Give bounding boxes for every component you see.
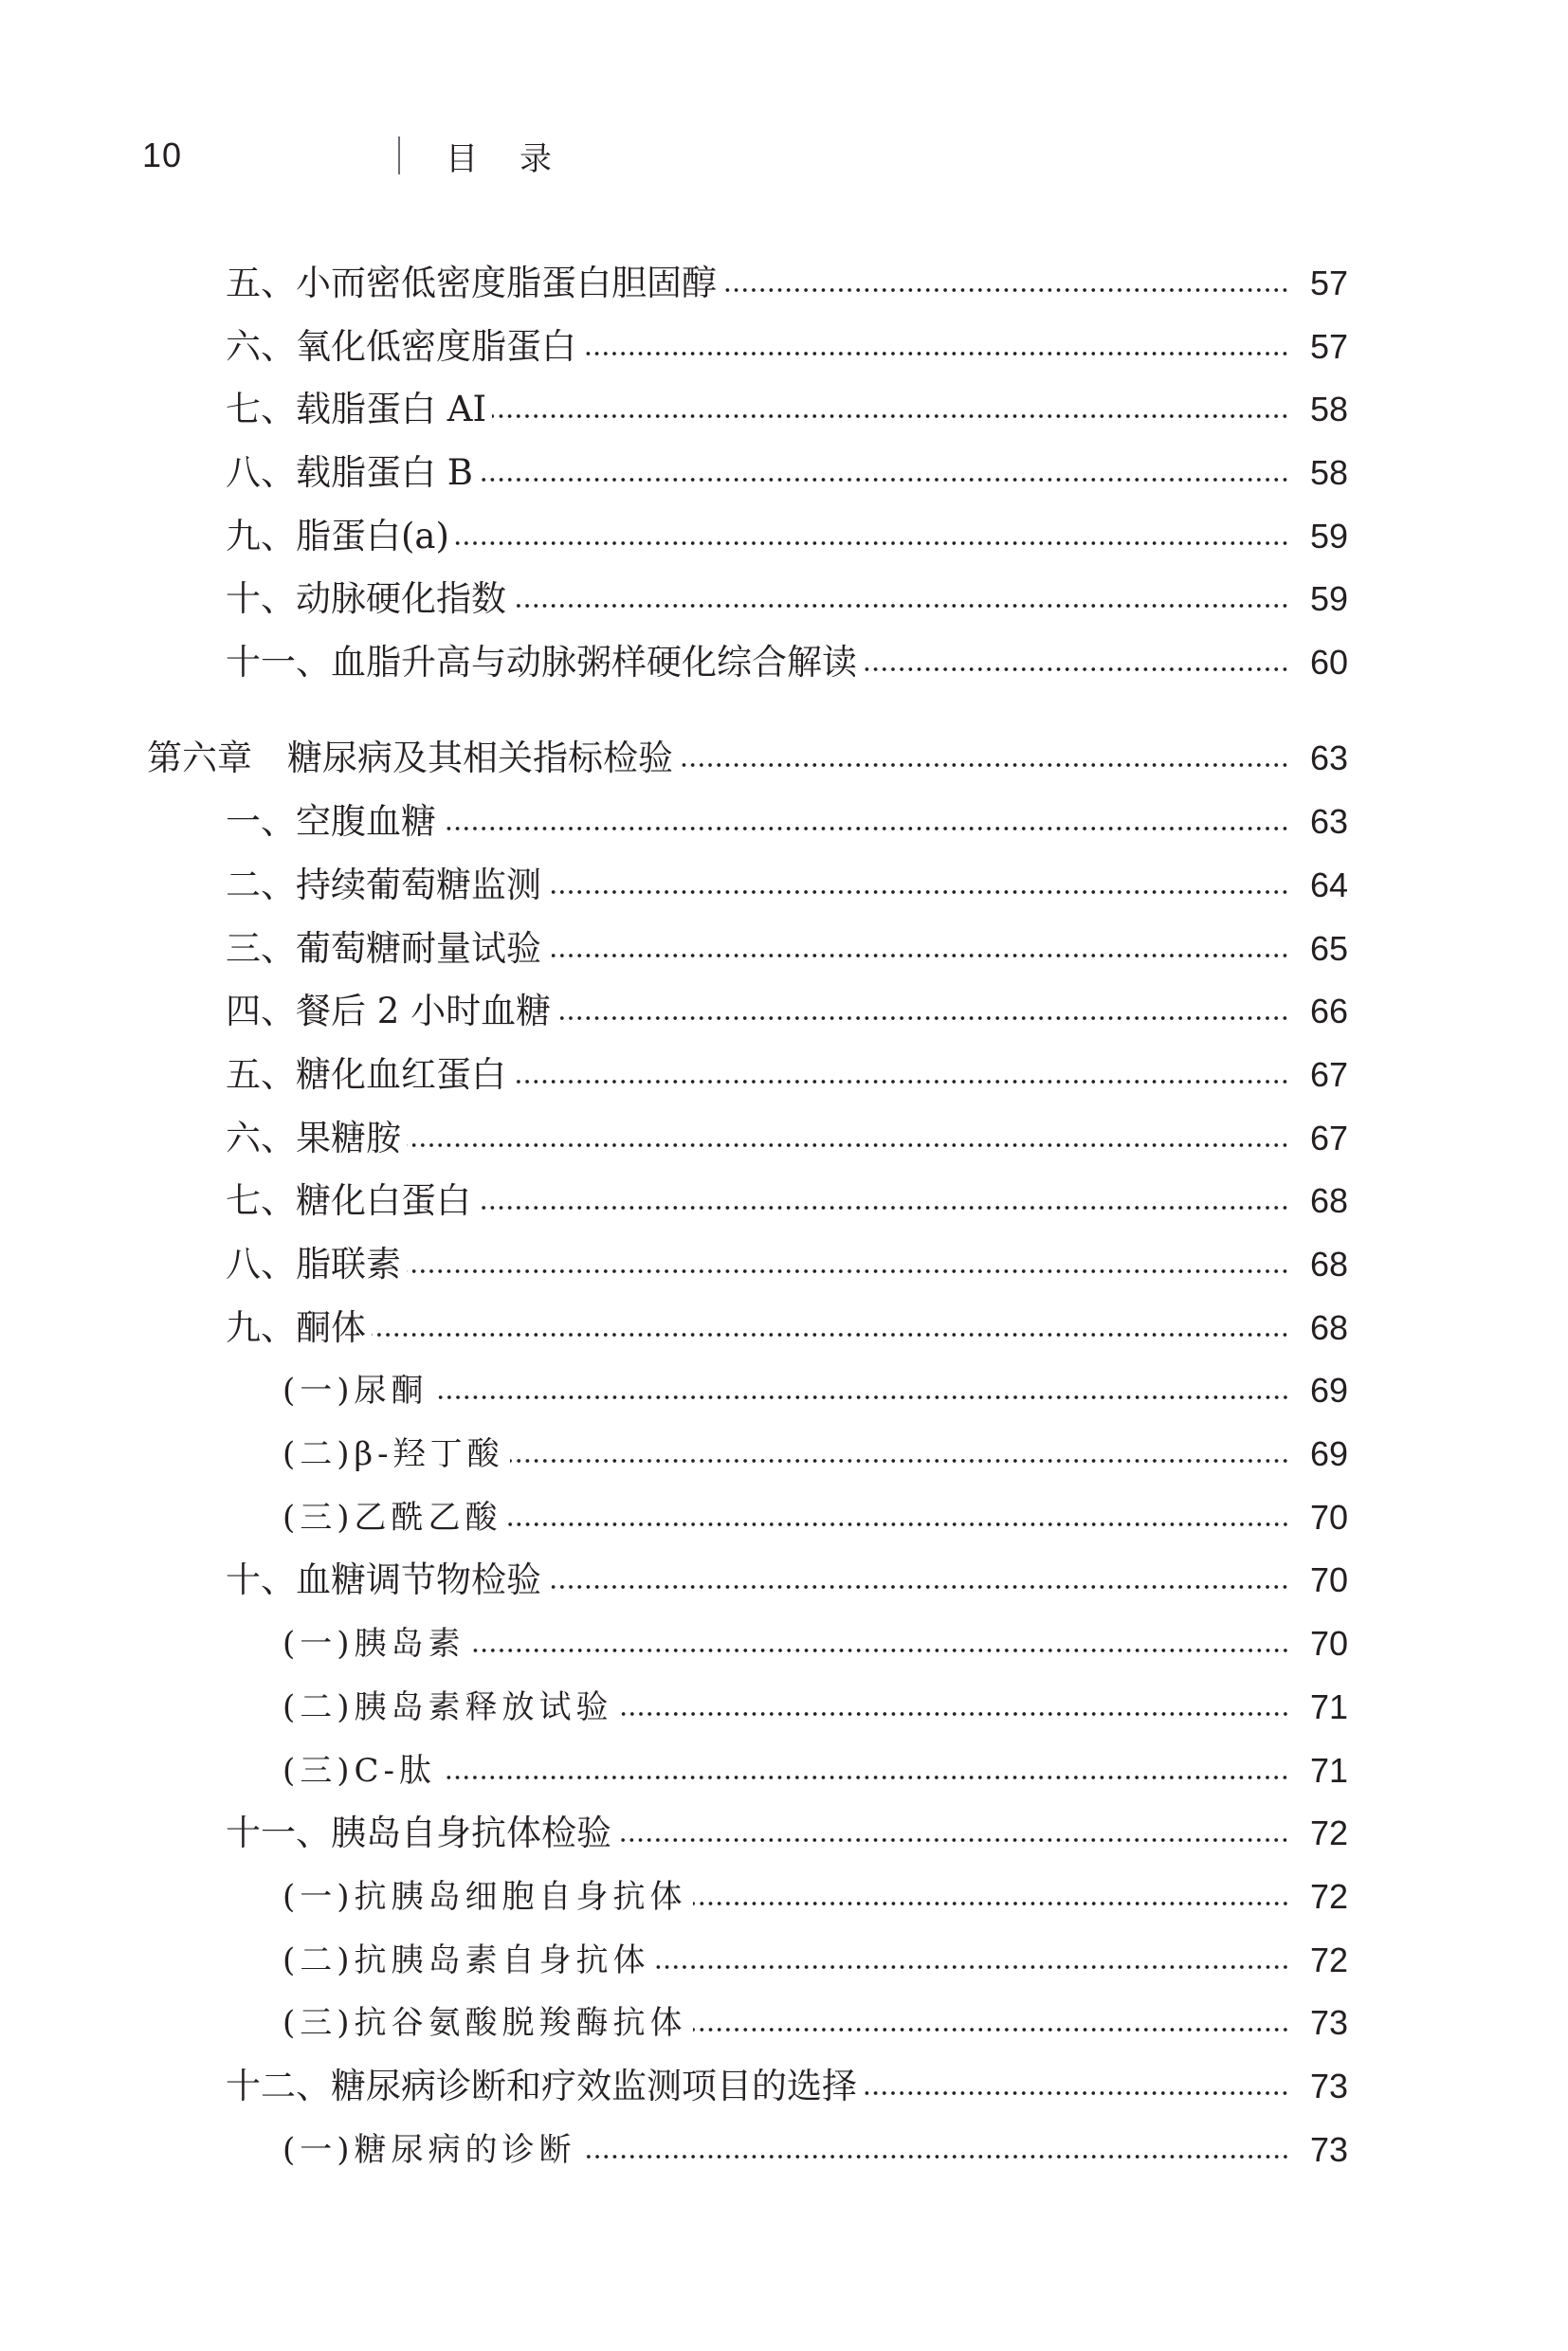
toc-section-entry[interactable] (226, 508, 1348, 565)
dot-leader (693, 2027, 1289, 2032)
toc-section-entry[interactable] (226, 1236, 1348, 1293)
toc-entry-label: (二)抗胰岛素自身抗体 (283, 1941, 650, 1979)
toc-entry-page-number: 59 (1309, 517, 1348, 556)
toc-entry-label: (一)抗胰岛细胞自身抗体 (283, 1878, 687, 1916)
toc-subsection-entry[interactable] (283, 1995, 1348, 2051)
toc-section-entry[interactable] (226, 571, 1348, 628)
dot-leader (407, 1142, 1289, 1148)
toc-entry-label: (一)胰岛素 (283, 1625, 465, 1663)
toc-entry-label: 二、持续葡萄糖监测 (226, 865, 541, 905)
toc-entry-label: (一)糖尿病的诊断 (283, 2131, 576, 2169)
toc-entry-page-number: 71 (1309, 1687, 1348, 1726)
dot-leader (455, 540, 1289, 546)
toc-entry-label: 第六章 糖尿病及其相关指标检验 (147, 738, 673, 778)
toc-subsection-entry[interactable] (283, 1615, 1348, 1672)
toc-entry-label: (一)尿酮 (283, 1372, 428, 1410)
dot-leader (508, 1522, 1289, 1527)
dot-leader (512, 603, 1289, 609)
toc-entry-label: (三)C-肽 (283, 1752, 437, 1790)
dot-leader (510, 1458, 1289, 1464)
toc-subsection-entry[interactable] (283, 1362, 1348, 1419)
toc-entry-label: 四、餐后 2 小时血糖 (226, 991, 552, 1031)
toc-section-entry[interactable] (226, 381, 1348, 438)
dot-leader (656, 1964, 1289, 1970)
toc-subsection-entry[interactable] (283, 1426, 1348, 1483)
toc-section-entry[interactable] (226, 2058, 1348, 2115)
toc-entry-label: 七、载脂蛋白 AⅠ (226, 389, 487, 429)
toc-subsection-entry[interactable] (283, 1868, 1348, 1925)
toc-entry-label: (三)乙酰乙酸 (283, 1499, 502, 1537)
toc-entry-page-number: 73 (1309, 2067, 1348, 2105)
dot-leader (863, 666, 1289, 672)
toc-entry-page-number: 71 (1309, 1751, 1348, 1790)
toc-section-entry[interactable] (226, 1805, 1348, 1862)
toc-entry-label: 十二、糖尿病诊断和疗效监测项目的选择 (226, 2066, 857, 2106)
toc-subsection-entry[interactable] (283, 1932, 1348, 1989)
toc-entry-label: (二)胰岛素释放试验 (283, 1688, 613, 1726)
page-title: 目录 (446, 139, 593, 178)
dot-leader (477, 1205, 1289, 1211)
dot-leader (492, 413, 1289, 419)
toc-entry-label: 十一、血脂升高与动脉粥样硬化综合解读 (226, 642, 857, 683)
toc-entry-page-number: 72 (1309, 1941, 1348, 1979)
toc-entry-page-number: 63 (1309, 738, 1348, 777)
toc-section-entry[interactable] (226, 857, 1348, 914)
toc-entry-label: 六、果糖胺 (226, 1118, 401, 1158)
toc-chapter-entry[interactable] (147, 730, 1348, 787)
toc-entry-page-number: 65 (1309, 929, 1348, 968)
toc-section-entry[interactable] (226, 983, 1348, 1040)
toc-entry-page-number: 73 (1309, 2130, 1348, 2169)
toc-entry-page-number: 70 (1309, 1624, 1348, 1663)
toc-subsection-entry[interactable] (283, 1489, 1348, 1546)
toc-entry-label: 八、脂联素 (226, 1244, 401, 1285)
toc-entry-page-number: 59 (1309, 579, 1348, 618)
dot-leader (693, 1901, 1289, 1906)
toc-entry-page-number: 72 (1309, 1813, 1348, 1852)
toc-entry-label: (二)β-羟丁酸 (283, 1435, 504, 1473)
toc-entry-page-number: 70 (1309, 1560, 1348, 1599)
toc-entry-label: 五、小而密低密度脂蛋白胆固醇 (226, 263, 717, 303)
toc-section-entry[interactable] (226, 793, 1348, 850)
toc-entry-page-number: 67 (1309, 1055, 1348, 1094)
toc-section-entry[interactable] (226, 920, 1348, 977)
toc-entry-page-number: 58 (1309, 453, 1348, 492)
toc-entry-label: 九、脂蛋白(a) (226, 516, 449, 556)
toc-entry-label: 五、糖化血红蛋白 (226, 1054, 506, 1095)
toc-entry-label: 十、动脉硬化指数 (226, 578, 506, 619)
toc-section-entry[interactable] (226, 1047, 1348, 1103)
toc-entry-page-number: 63 (1309, 802, 1348, 841)
toc-entry-page-number: 69 (1309, 1434, 1348, 1473)
dot-leader (619, 1711, 1289, 1717)
page-number: 10 (142, 136, 183, 174)
dot-leader (547, 889, 1289, 895)
toc-entry-page-number: 66 (1309, 992, 1348, 1030)
toc-entry-label: 六、氧化低密度脂蛋白 (226, 326, 576, 367)
toc-entry-page-number: 68 (1309, 1181, 1348, 1220)
toc-entry-page-number: 68 (1309, 1308, 1348, 1347)
toc-section-entry[interactable] (226, 634, 1348, 691)
toc-subsection-entry[interactable] (283, 2122, 1348, 2178)
dot-leader (512, 1079, 1289, 1084)
dot-leader (471, 1648, 1289, 1653)
toc-subsection-entry[interactable] (283, 1679, 1348, 1736)
toc-entry-page-number: 68 (1309, 1245, 1348, 1284)
dot-leader (442, 1775, 1289, 1780)
dot-leader (547, 953, 1289, 958)
toc-entry-label: 八、载脂蛋白 B (226, 452, 473, 493)
dot-leader (863, 2090, 1289, 2096)
dot-leader (479, 477, 1289, 483)
dot-leader (722, 287, 1289, 293)
toc-entry-page-number: 64 (1309, 866, 1348, 904)
dot-leader (617, 1837, 1289, 1843)
toc-entry-page-number: 73 (1309, 2003, 1348, 2042)
toc-section-entry[interactable] (226, 1173, 1348, 1230)
dot-leader (556, 1015, 1289, 1021)
toc-entry-label: 一、空腹血糖 (226, 801, 436, 842)
toc-entry-label: 七、糖化白蛋白 (226, 1180, 471, 1221)
toc-section-entry[interactable] (226, 1552, 1348, 1609)
dot-leader (582, 2154, 1289, 2160)
toc-section-entry[interactable] (226, 1300, 1348, 1357)
dot-leader (442, 826, 1289, 831)
toc-entry-label: 十一、胰岛自身抗体检验 (226, 1813, 611, 1853)
toc-entry-label: 九、酮体 (226, 1307, 366, 1348)
toc-section-entry[interactable] (226, 255, 1348, 312)
dot-leader (407, 1268, 1289, 1274)
toc-section-entry[interactable] (226, 1110, 1348, 1167)
toc-section-entry[interactable] (226, 319, 1348, 375)
toc-entry-label: 三、葡萄糖耐量试验 (226, 928, 541, 969)
toc-subsection-entry[interactable] (283, 1742, 1348, 1799)
toc-entry-page-number: 60 (1309, 643, 1348, 682)
toc-entry-page-number: 70 (1309, 1498, 1348, 1537)
toc-entry-page-number: 67 (1309, 1119, 1348, 1157)
toc-entry-page-number: 72 (1309, 1877, 1348, 1916)
toc-entry-label: 十、血糖调节物检验 (226, 1559, 541, 1600)
toc-entry-page-number: 58 (1309, 390, 1348, 428)
dot-leader (582, 351, 1289, 356)
dot-leader (434, 1394, 1289, 1400)
dot-leader (372, 1332, 1289, 1338)
toc-section-entry[interactable] (226, 445, 1348, 501)
dot-leader (547, 1584, 1289, 1590)
dot-leader (679, 762, 1289, 768)
toc-entry-page-number: 69 (1309, 1371, 1348, 1410)
toc-entry-label: (三)抗谷氨酸脱羧酶抗体 (283, 2004, 687, 2042)
toc-entry-page-number: 57 (1309, 327, 1348, 366)
toc-entry-page-number: 57 (1309, 264, 1348, 302)
